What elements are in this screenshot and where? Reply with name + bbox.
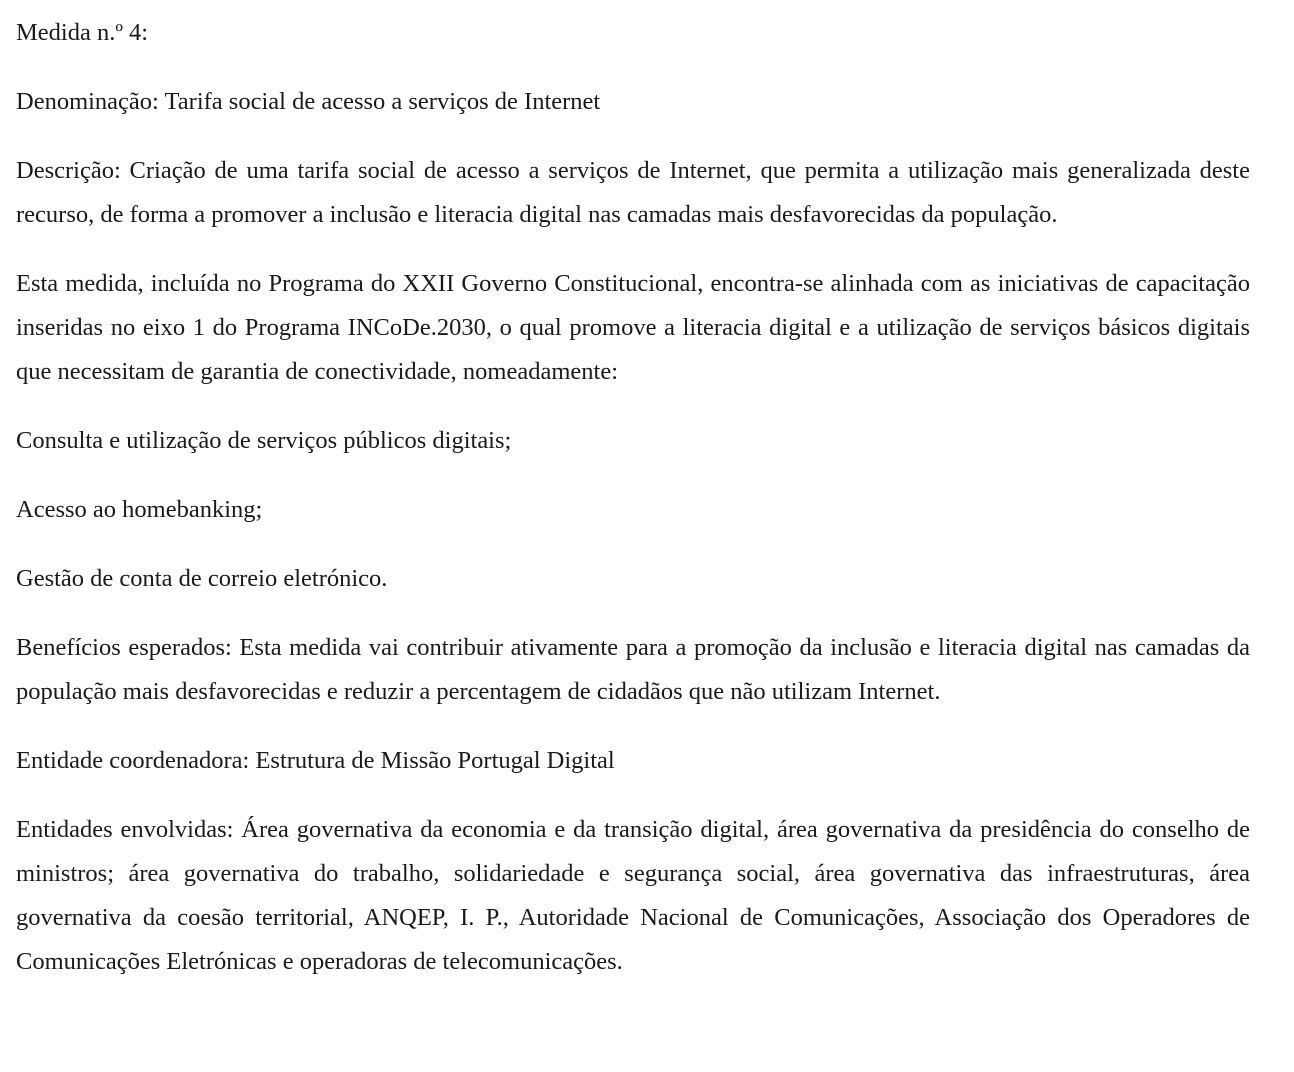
measure-context: Esta medida, incluída no Programa do XXII Governo Constitucional, encontra-se alinhada com as iniciativas de capacitação inseridas no eixo 1 do Programa INCoDe.2030, o qual promove a literacia digital e a utilização de serviços básicos digitais que necessitam de garantia de conectividade, nomeadamente: [16, 270, 1250, 385]
measure-benefits: Benefícios esperados: Esta medida vai contribuir ativamente para a promoção da inclusão e literacia digital nas camadas da população mais desfavorecidas e reduzir a percentagem de cidadãos que não utilizam Internet. [16, 634, 1250, 705]
coordinating-entity: Entidade coordenadora: Estrutura de Missão Portugal Digital [16, 747, 615, 774]
involved-entities: Entidades envolvidas: Área governativa da economia e da transição digital, área governativa da presidência do conselho de ministros; área governativa do trabalho, solidariedade e segurança social, área governativa das infraestruturas, área governativa da coesão territorial, ANQEP, I. P., Autoridade Nacional de Comunicações, Associação dos Operadores de Comunicações Eletrónicas e operadoras de telecomunicações. [16, 816, 1250, 975]
measure-heading: Medida n.º 4: [16, 19, 149, 46]
measure-description: Descrição: Criação de uma tarifa social de acesso a serviços de Internet, que permita a utilização mais generalizada deste recurso, de forma a promover a inclusão e literacia digital nas camadas mais desfavorecidas da população. [16, 157, 1250, 228]
measure-denomination: Denominação: Tarifa social de acesso a serviços de Internet [16, 88, 601, 115]
service-item-homebanking: Acesso ao homebanking; [16, 496, 263, 523]
service-item-public-services: Consulta e utilização de serviços públicos digitais; [16, 427, 512, 454]
service-item-email: Gestão de conta de correio eletrónico. [16, 565, 388, 592]
